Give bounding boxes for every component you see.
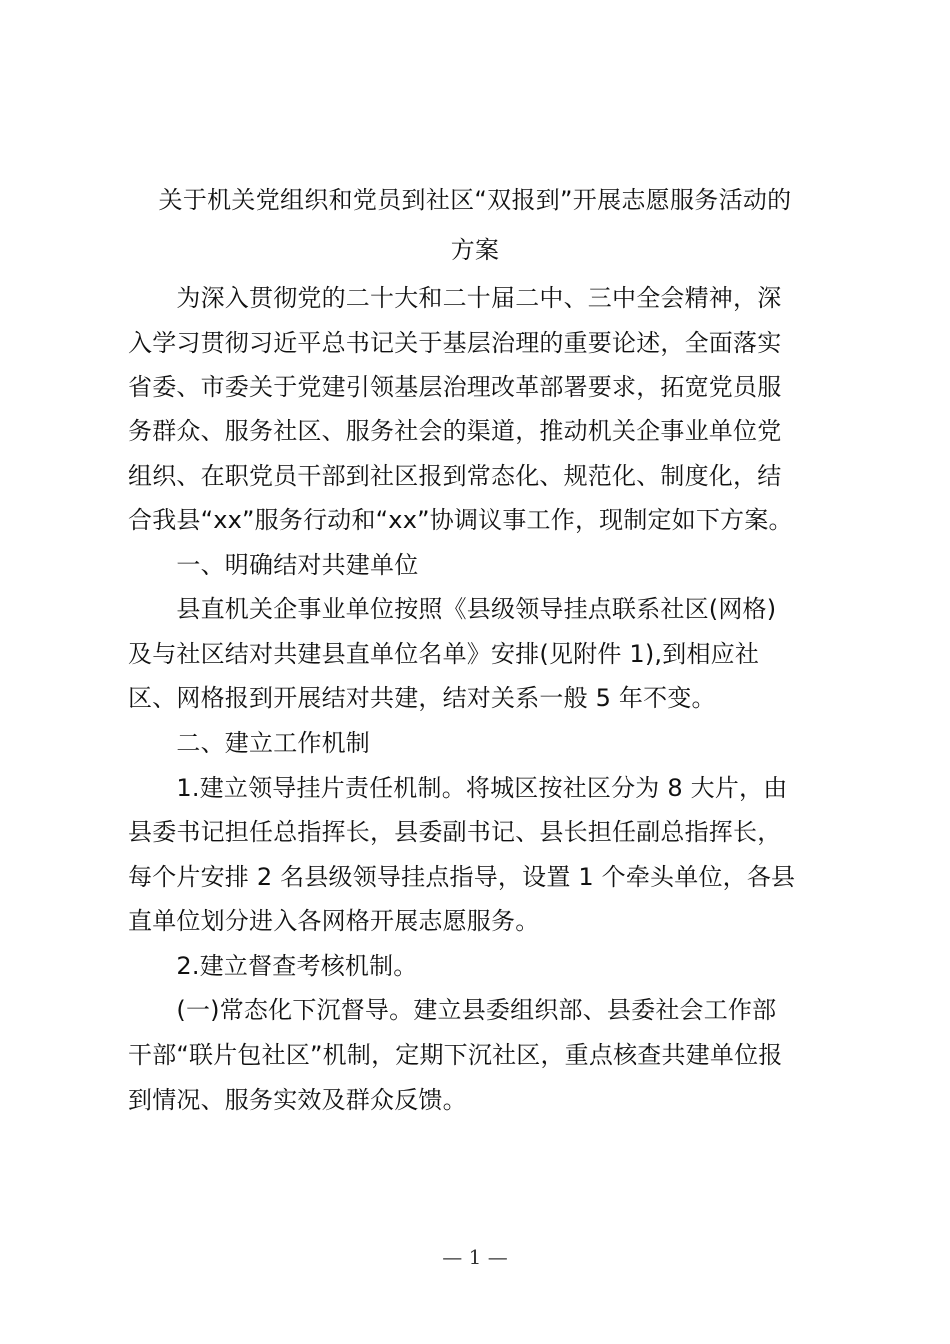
body-line-1: 为深入贯彻党的二十大和二十届二中、三中全会精神，深 bbox=[128, 284, 782, 312]
body-line-18: 干部“联片包社区”机制，定期下沉社区，重点核查共建单位报 bbox=[128, 1041, 783, 1069]
body-line-4: 务群众、服务社区、服务社会的渠道，推动机关企事业单位党 bbox=[128, 417, 782, 445]
section-heading-1: 一、明确结对共建单位 bbox=[128, 551, 419, 579]
page-number: — 1 — bbox=[442, 1245, 508, 1269]
body-line-8: 县直机关企事业单位按照《县级领导挂点联系社区(网格) bbox=[128, 595, 777, 623]
body-line-2: 入学习贯彻习近平总书记关于基层治理的重要论述，全面落实 bbox=[128, 329, 782, 357]
body-line-10: 区、网格报到开展结对共建，结对关系一般 5 年不变。 bbox=[128, 684, 716, 712]
body-line-9: 及与社区结对共建县直单位名单》安排(见附件 1),到相应社 bbox=[128, 640, 760, 668]
body-line-14: 每个片安排 2 名县级领导挂点指导，设置 1 个牵头单位，各县 bbox=[128, 863, 796, 891]
body-line-13: 县委书记担任总指挥长，县委副书记、县长担任副总指挥长， bbox=[128, 818, 782, 846]
body-line-15: 直单位划分进入各网格开展志愿服务。 bbox=[128, 907, 540, 935]
section-heading-2: 二、建立工作机制 bbox=[128, 729, 370, 757]
document-title-line-2: 方案 bbox=[450, 236, 500, 264]
body-line-17: (一)常态化下沉督导。建立县委组织部、县委社会工作部 bbox=[128, 996, 777, 1024]
body-line-16: 2.建立督查考核机制。 bbox=[128, 952, 418, 980]
document-title-line-1: 关于机关党组织和党员到社区“双报到”开展志愿服务活动的 bbox=[158, 186, 792, 214]
body-line-12: 1.建立领导挂片责任机制。将城区按社区分为 8 大片，由 bbox=[128, 774, 788, 802]
body-line-5: 组织、在职党员干部到社区报到常态化、规范化、制度化，结 bbox=[128, 462, 782, 490]
body-line-3: 省委、市委关于党建引领基层治理改革部署要求，拓宽党员服 bbox=[128, 373, 782, 401]
body-line-6: 合我县“xx”服务行动和“xx”协调议事工作，现制定如下方案。 bbox=[128, 506, 793, 534]
body-line-19: 到情况、服务实效及群众反馈。 bbox=[128, 1086, 467, 1114]
